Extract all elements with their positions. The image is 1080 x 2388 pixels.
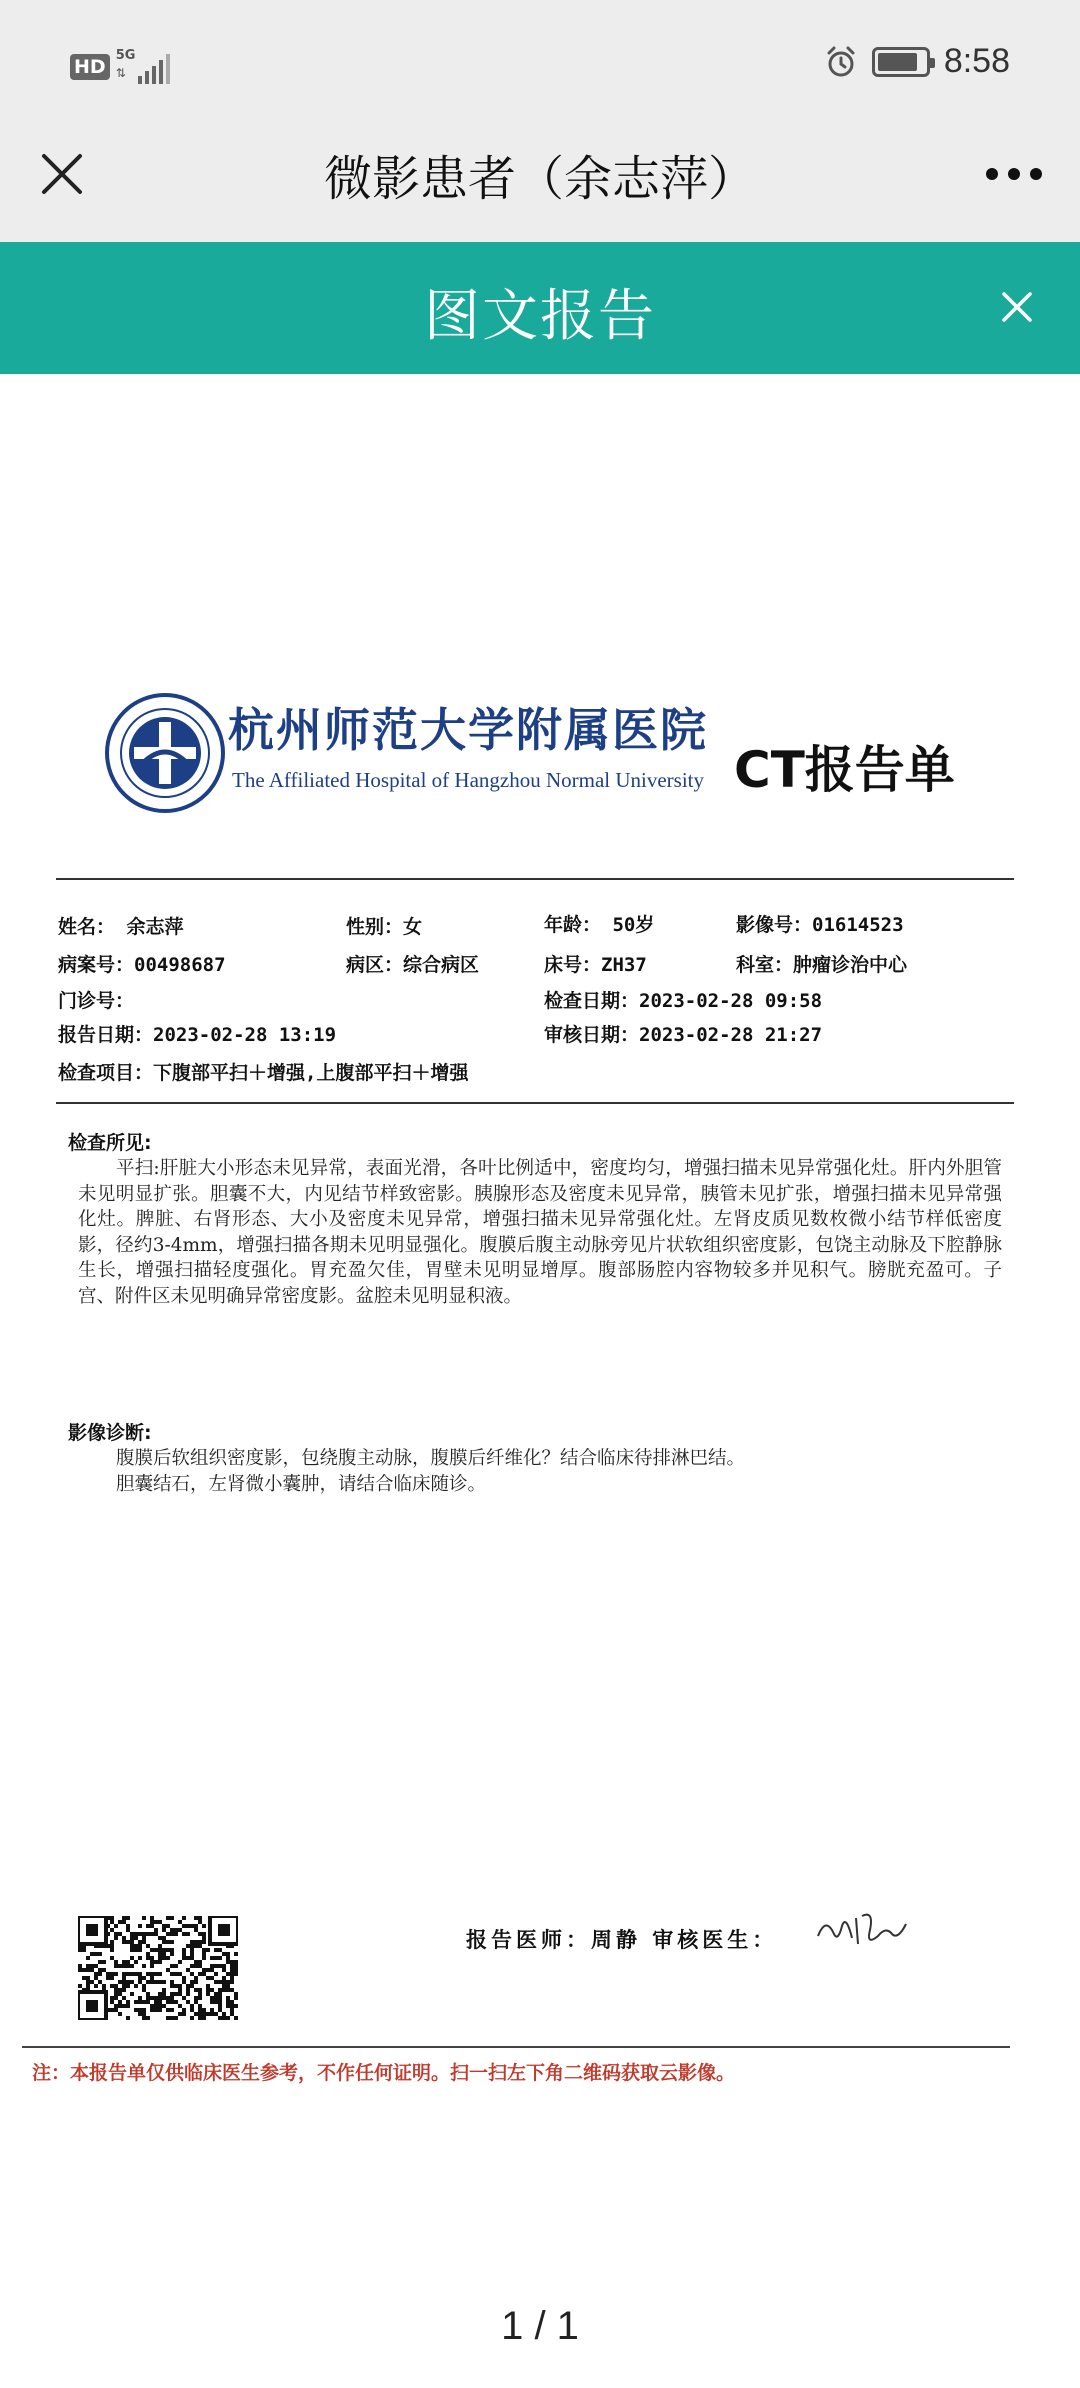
- app-bar: [0, 128, 1080, 242]
- signature-line: 报告医师：周静 审核医生：: [466, 1928, 778, 1952]
- doctor-signature: [812, 1896, 912, 1956]
- hospital-logo: [100, 690, 718, 816]
- findings-text: 平扫:肝脏大小形态未见异常，表面光滑，各叶比例适中，密度均匀，增强扫描未见异常强化灶。肝内外胆管未见明显扩张。胆囊不大，内见结节样致密影。胰腺形态及密度未见异常，胰管未见扩张，增强扫描未见异常强化灶。脾脏、右肾形态、大小及密度未见异常，增强扫描未见异常强化灶。左肾皮质见数枚微小结节样低密度影，径约3-4mm，增强扫描各期未见明显强化。腹膜后腹主动脉旁见片状软组织密度影，包饶主动脉及下腔静脉生长，增强扫描轻度强化。胃充盈欠佳，胃壁未见明显增厚。腹部肠腔内容物较多并见积气。膀胱充盈可。子宫、附件区未见明确异常密度影。盆腔未见明显积液。: [78, 1158, 1002, 1307]
- report-document: [0, 374, 1080, 2234]
- bed-number: 床号：ZH37: [544, 954, 647, 976]
- case-number: 病案号：00498687: [58, 954, 226, 976]
- review-date: 审核日期：2023-02-28 21:27: [544, 1024, 823, 1046]
- divider: [56, 878, 1014, 880]
- report-title: CT报告单: [734, 741, 955, 799]
- page-indicator: 1 / 1: [501, 2304, 579, 2348]
- report-date: 报告日期：2023-02-28 13:19: [58, 1024, 337, 1046]
- battery-icon: [872, 47, 930, 77]
- patient-gender: 性别：女: [346, 916, 423, 938]
- status-bar: [0, 0, 1080, 128]
- diagnosis-line: 胆囊结石，左肾微小囊肿，请结合临床随诊。: [116, 1474, 487, 1495]
- status-right: [824, 42, 1010, 81]
- hospital-seal-icon: [104, 692, 226, 814]
- outpatient-number: 门诊号：: [58, 990, 135, 1012]
- report-header-title: 图文报告: [424, 284, 656, 349]
- patient-age: 年龄： 50岁: [544, 914, 655, 936]
- close-icon[interactable]: [998, 288, 1036, 326]
- patient-name: 姓名： 余志萍: [58, 916, 184, 938]
- hospital-name-en: The Affiliated Hospital of Hangzhou Normal University: [232, 768, 705, 792]
- report-header: [0, 242, 1080, 374]
- ward: 病区：综合病区: [346, 954, 480, 976]
- qr-code[interactable]: [78, 1916, 238, 2020]
- status-left: [70, 50, 162, 84]
- disclaimer-note: 注：本报告单仅供临床医生参考，不作任何证明。扫一扫左下角二维码获取云影像。: [32, 2062, 736, 2084]
- diagnosis-title: 影像诊断:: [68, 1422, 152, 1444]
- exam-date: 检查日期：2023-02-28 09:58: [544, 990, 823, 1012]
- diagnosis-line: 腹膜后软组织密度影，包绕腹主动脉，腹膜后纤维化？结合临床待排淋巴结。: [116, 1448, 746, 1469]
- more-icon[interactable]: [986, 158, 1042, 190]
- divider: [22, 2046, 1010, 2048]
- hd-badge: HD: [70, 54, 110, 80]
- status-time: 8:58: [943, 42, 1010, 80]
- network-type: 5G: [115, 48, 136, 63]
- signal-icon: 5G ⇅: [116, 50, 162, 84]
- findings-title: 检查所见:: [68, 1132, 152, 1154]
- page-title: 微影患者（余志萍）: [323, 151, 756, 207]
- image-number: 影像号：01614523: [736, 914, 904, 936]
- alarm-icon: [824, 45, 858, 79]
- hospital-name-cn: 杭州师范大学附属医院: [228, 703, 708, 757]
- divider: [56, 1102, 1014, 1104]
- department: 科室：肿瘤诊治中心: [736, 954, 908, 976]
- exam-items: 检查项目：下腹部平扫＋增强,上腹部平扫＋增强: [58, 1062, 469, 1084]
